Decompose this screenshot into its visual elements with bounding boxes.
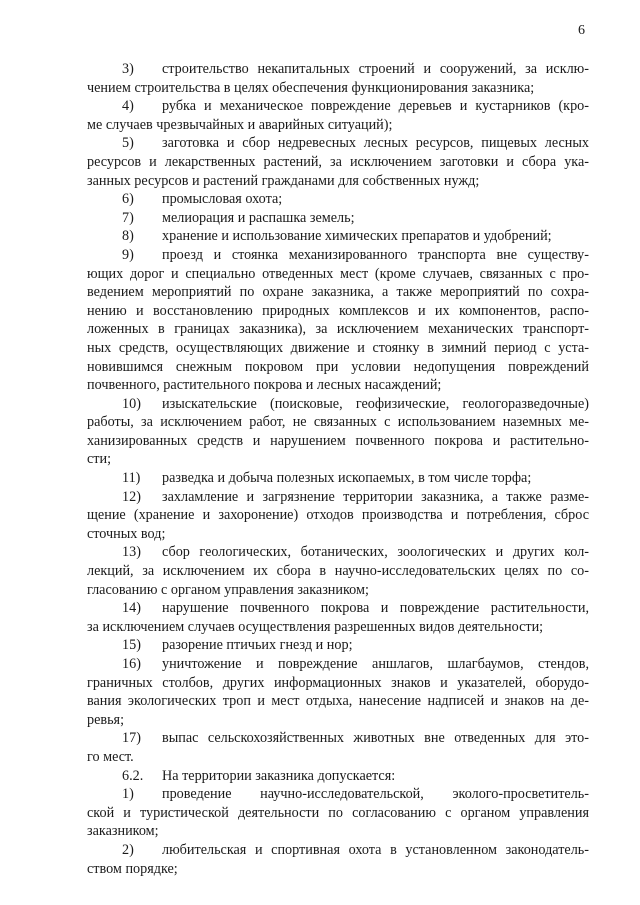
list-item-first-line (87, 97, 589, 116)
list-item-text: На территории заказника допускается: (162, 767, 396, 784)
list-item-text: выпас сельскохозяйственных животных вне отведенных для это- (162, 730, 589, 747)
list-item-first-line (87, 246, 589, 265)
list-item-text: заготовка и сбор недревесных лесных ресурсов, пищевых лесных (162, 135, 589, 152)
list-item-first-line (87, 395, 589, 414)
list-item-number: 7) (122, 209, 134, 226)
list-item-line: ством порядке; (87, 860, 178, 877)
list-item-line: новившимся снежным покровом при условии недопущения повреждений (87, 358, 589, 375)
list-item-text: изыскательские (поисковые, геофизические, геологоразведочные) (162, 395, 589, 412)
list-item-line: за исключением случаев осуществления разрешенных видов деятельности; (87, 618, 544, 635)
list-item-line: ющих дорог и специально отведенных мест (кроме случаев, связанных с про- (87, 265, 589, 282)
list-item-text: промысловая охота; (162, 191, 283, 208)
list-item-number: 11) (122, 470, 141, 487)
list-item-number: 6.2. (122, 767, 144, 784)
list-item-text: хранение и использование химических препаратов и удобрений; (162, 228, 552, 245)
list-item-text: разведка и добыча полезных ископаемых, в том числе торфа; (162, 470, 532, 487)
list-item (87, 841, 589, 878)
list-item (87, 190, 589, 209)
list-item-text: мелиорация и распашка земель; (162, 209, 355, 226)
list-item-first-line (87, 134, 589, 153)
list-item-text: проезд и стоянка механизированного транспорта вне существу- (162, 246, 589, 263)
list-item (87, 636, 589, 655)
list-item-text: разорение птичьих гнезд и нор; (162, 637, 353, 654)
list-item (87, 655, 589, 729)
list-item-first-line (87, 543, 589, 562)
list-item-first-line (87, 636, 589, 655)
list-item (87, 60, 589, 97)
list-item-line: ведением мероприятий по охране заказника, а также мероприятий по сохра- (87, 284, 589, 301)
list-item-text: рубка и механическое повреждение деревьев и кустарников (кро- (162, 98, 589, 115)
list-item-line: граничных столбов, других информационных знаков и указателей, оборудо- (87, 674, 589, 691)
list-item-text: захламление и загрязнение территории заказника, а также разме- (162, 488, 589, 505)
list-item-first-line (87, 227, 589, 246)
list-item-line: ложенных в границах заказника), за исключением механических транспорт- (87, 321, 589, 338)
list-item (87, 599, 589, 636)
list-item-line: го мест. (87, 748, 134, 765)
list-item-number: 10) (122, 395, 141, 412)
list-item (87, 227, 589, 246)
list-item-number: 1) (122, 786, 134, 803)
list-item-number: 12) (122, 488, 141, 505)
list-item-line: лекций, за исключением их сбора в научно-исследовательских целях по со- (87, 563, 589, 580)
list-item-number: 3) (122, 61, 134, 77)
list-item-line: нению и восстановлению природных комплексов и их компонентов, распо- (87, 302, 589, 319)
list-item (87, 729, 589, 766)
list-item-text: сбор геологических, ботанических, зоологических и других кол- (162, 544, 589, 561)
list-item-number: 16) (122, 656, 141, 672)
list-item-number: 13) (122, 544, 141, 561)
list-item-number: 2) (122, 841, 134, 858)
list-item-number: 9) (122, 246, 134, 263)
list-item-number: 8) (122, 228, 134, 245)
list-item-line: гласованию с органом управления заказником; (87, 581, 369, 598)
page-number: 6 (578, 23, 585, 38)
list-item (87, 785, 589, 841)
list-item-line: ской и туристической деятельности по согласованию с органом управления (87, 804, 589, 821)
list-item-line: вания экологических троп и мест отдыха, нанесение надписей и знаков на де- (87, 693, 589, 710)
list-item-first-line (87, 599, 589, 618)
list-item-text: строительство некапитальных строений и сооружений, за исклю- (162, 61, 589, 77)
list-item-line: чением строительства в целях обеспечения функционирования заказника; (87, 79, 535, 96)
list-item (87, 469, 589, 488)
list-item-number: 15) (122, 637, 141, 654)
list-item-line: ханизированных средств и нарушением почвенного покрова и растительно- (87, 432, 589, 449)
list-item-line: занных ресурсов и растений гражданами для собственных нужд; (87, 172, 480, 189)
list-item-first-line (87, 60, 589, 79)
list-item (87, 246, 589, 395)
list-item-line: сти; (87, 451, 112, 468)
list-item-number: 17) (122, 730, 141, 747)
list-item-line: ресурсов и лекарственных растений, за исключением заготовки и сбора ука- (87, 153, 589, 170)
list-item (87, 767, 589, 786)
list-item (87, 543, 589, 599)
list-item-line: почвенного, растительного покрова и лесных насаждений; (87, 377, 442, 394)
list-item-line: ревья; (87, 711, 125, 728)
list-item-first-line (87, 841, 589, 860)
list-item-line: работы, за исключением работ, не связанных с использованием наземных ме- (87, 414, 589, 431)
list-item-first-line (87, 469, 589, 488)
list-item-first-line (87, 767, 589, 786)
list-item-line: ме случаев чрезвычайных и аварийных ситуаций); (87, 116, 393, 133)
document-body (87, 60, 589, 878)
list-item-first-line (87, 655, 589, 674)
list-item-text: любительская и спортивная охота в установленном законодатель- (162, 841, 589, 858)
list-item-first-line (87, 488, 589, 507)
list-item-first-line (87, 785, 589, 804)
list-item (87, 97, 589, 134)
list-item-number: 14) (122, 600, 141, 617)
list-item (87, 488, 589, 544)
list-item-line: заказником; (87, 823, 159, 840)
list-item-first-line (87, 209, 589, 228)
list-item-text: проведение научно-исследовательской, эколого-просветитель- (162, 786, 589, 803)
list-item-first-line (87, 190, 589, 209)
list-item-line: сточных вод; (87, 525, 166, 542)
list-item (87, 395, 589, 469)
list-item-number: 6) (122, 191, 134, 208)
list-item-first-line (87, 729, 589, 748)
list-item-number: 4) (122, 98, 134, 115)
list-item-line: ных средств, осуществляющих движение и стоянку в зимний период с уста- (87, 339, 589, 356)
list-item-line: щение (хранение и захоронение) отходов производства и потребления, сброс (87, 507, 589, 524)
list-item (87, 134, 589, 190)
list-item (87, 209, 589, 228)
list-item-number: 5) (122, 135, 134, 152)
list-item-text: уничтожение и повреждение аншлагов, шлагбаумов, стендов, (162, 656, 589, 672)
list-item-text: нарушение почвенного покрова и повреждение растительности, (162, 600, 589, 617)
